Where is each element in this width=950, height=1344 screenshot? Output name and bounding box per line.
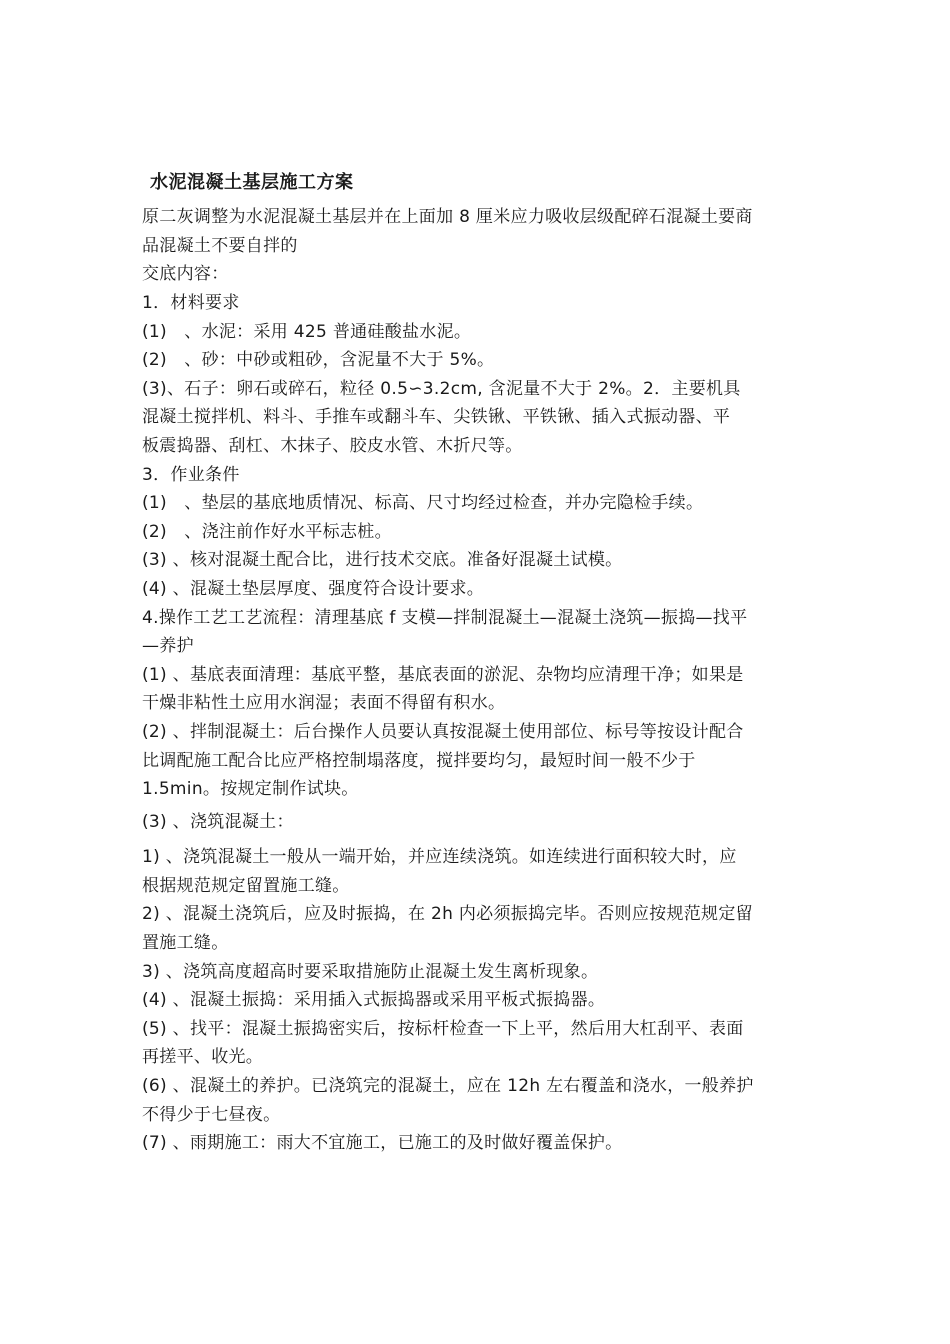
text-line: 板震捣器、刮杠、木抹子、胶皮水管、木折尺等。 — [142, 436, 523, 456]
text-line: 交底内容： — [142, 264, 229, 284]
text-line: 根据规范规定留置施工缝。 — [142, 876, 350, 896]
text-line: (2) 、拌制混凝土：后台操作人员要认真按混凝土使用部位、标号等按设计配合 — [142, 722, 744, 742]
text-line: 比调配施工配合比应严格控制塌落度，搅拌要均匀，最短时间一般不少于 — [142, 751, 696, 771]
text-line: (2) 、砂：中砂或粗砂，含泥量不大于 5%。 — [142, 350, 495, 370]
text-line: (6) 、混凝土的养护。已浇筑完的混凝土，应在 12h 左右覆盖和浇水，一般养护 — [142, 1076, 754, 1096]
text-line: 品混凝土不要自拌的 — [142, 236, 298, 256]
text-line: 原二灰调整为水泥混凝土基层并在上面加 8 厘米应力吸收层级配碎石混凝土要商 — [142, 207, 753, 227]
text-line: 3．作业条件 — [142, 465, 240, 485]
text-line: 1) 、浇筑混凝土一般从一端开始，并应连续浇筑。如连续进行面积较大时，应 — [142, 847, 737, 867]
text-line: 再搓平、收光。 — [142, 1047, 264, 1067]
text-line: (1) 、基底表面清理：基底平整，基底表面的淤泥、杂物均应清理干净；如果是 — [142, 665, 744, 685]
text-line: 1．材料要求 — [142, 293, 240, 313]
text-line: 4.操作工艺工艺流程：清理基底 f 支模—拌制混凝土—混凝土浇筑—振捣—找平 — [142, 608, 748, 628]
text-line: (4) 、混凝土振捣：采用插入式振捣器或采用平板式振捣器。 — [142, 990, 606, 1010]
text-line: (1) 、垫层的基底地质情况、标高、尺寸均经过检查，并办完隐检手续。 — [142, 493, 704, 513]
text-line: (2) 、浇注前作好水平标志桩。 — [142, 522, 392, 542]
text-line: (4) 、混凝土垫层厚度、强度符合设计要求。 — [142, 579, 485, 599]
text-line: 3) 、浇筑高度超高时要采取措施防止混凝土发生离析现象。 — [142, 962, 599, 982]
text-line: (5) 、找平：混凝土振捣密实后，按标杆检查一下上平，然后用大杠刮平、表面 — [142, 1019, 744, 1039]
text-line: (7) 、雨期施工：雨大不宜施工，已施工的及时做好覆盖保护。 — [142, 1133, 623, 1153]
text-line: 2) 、混凝土浇筑后，应及时振捣，在 2h 内必须振捣完毕。否则应按规范规定留 — [142, 904, 753, 924]
text-line: —养护 — [142, 636, 194, 656]
document-title: 水泥混凝土基层施工方案 — [150, 172, 354, 193]
text-line: 置施工缝。 — [142, 933, 229, 953]
text-line: 干燥非粘性土应用水润湿；表面不得留有积水。 — [142, 693, 506, 713]
text-line: (1) 、水泥：采用 425 普通硅酸盐水泥。 — [142, 322, 472, 342]
text-line: 不得少于七昼夜。 — [142, 1105, 281, 1125]
text-line: (3) 、浇筑混凝土： — [142, 812, 294, 832]
text-line: (3) 、核对混凝土配合比，进行技术交底。准备好混凝土试模。 — [142, 550, 623, 570]
text-line: 混凝土搅拌机、料斗、手推车或翻斗车、尖铁锹、平铁锹、插入式振动器、平 — [142, 407, 731, 427]
text-line: (3)、石子：卵石或碎石，粒径 0.5∽3.2cm, 含泥量不大于 2%。2．主要机具 — [142, 379, 741, 399]
text-line: 1.5min。按规定制作试块。 — [142, 779, 359, 799]
